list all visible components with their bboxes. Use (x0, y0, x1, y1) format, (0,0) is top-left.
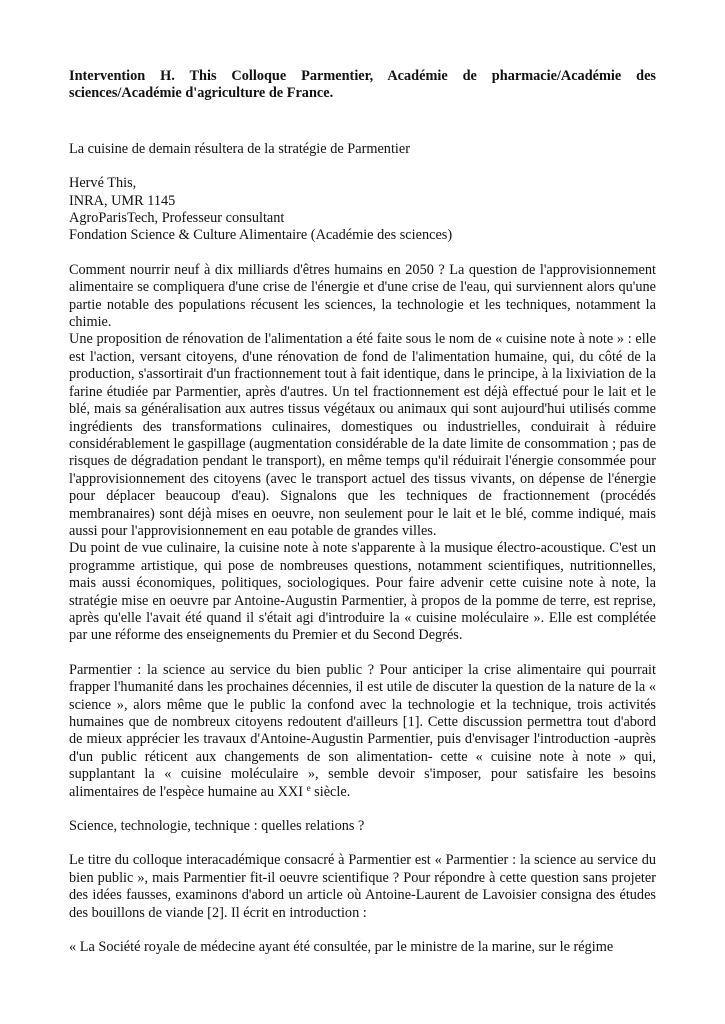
section1-text-end: siècle. (310, 783, 351, 800)
intro-paragraph-1: Comment nourrir neuf à dix milliards d'êtres humains en 2050 ? La question de l'approvisionnement alimentaire se compliquera d'une crise de l'énergie et d'une crise de l'eau, qui surviennent alors qu'une partie notable des populations récusent les sciences, la technologie et les techniques, notamment la chimie. (69, 261, 656, 331)
author-lab: INRA, UMR 1145 (69, 192, 176, 209)
intro-paragraph-3: Du point de vue culinaire, la cuisine note à note s'apparente à la musique électro-acoustique. C'est un programme artistique, qui pose de nombreuses questions, notamment scientifiques, nutritionnelles, mais aussi économiques, politiques, sociologiques. Pour faire advenir cette cuisine note à note, la stratégie mise en oeuvre par Antoine-Augustin Parmentier, à propos de la pomme de terre, est reprise, après qu'elle l'avait été quand il s'était agi d'introduire la « cuisine moléculaire ». Elle est complétée par une réforme des enseignements du Premier et du Second Degrés. (69, 540, 656, 644)
section1-text: Parmentier : la science au service du bien public ? Pour anticiper la crise alimentaire qui pourrait frapper l'humanité dans les prochaines décennies, il est utile de discuter la question de la nature de la « science », alors même que le public la confond avec la technologie et la technique, trois activités humaines que de nombreux citoyens redoutent d'ailleurs [1]. Cette discussion permettra tout d'abord de mieux apprécier les travaux d'Antoine-Augustin Parmentier, puis d'envisager l'introduction -auprès d'un public réticent aux changements de son alimentation- cette « cuisine note à note » qui, supplantant la « cuisine moléculaire », semble devoir s'imposer, pour satisfaire les besoins alimentaires de l'espèce humaine au XXI (69, 661, 656, 800)
intro-paragraph-2: Une proposition de rénovation de l'alimentation a été faite sous le nom de « cuisine note à note » : elle est l'action, versant citoyens, d'une rénovation de fond de l'alimentation humaine, qui, du côté de la production, s'assortirait d'un fractionnement tout à fait identique, dans le principe, à la lixiviation de la farine étudiée par Parmentier, après d'autres. Un tel fractionnement est déjà effectué pour le lait et le blé, mais sa généralisation aux autres tissus végétaux ou animaux qui sont aujourd'hui utilisés comme ingrédients des transformations culinaires, domestiques ou industrielles, conduirait à réduire considérablement le gaspillage (augmentation considérable de la date limite de consommation ; pas de risques de dégradation pendant le transport), en même temps qu'il réduirait l'énergie consommée pour l'approvisionnement des citoyens (avec le transport actuel des tissus vivants, on dépense de l'énergie pour déplacer beaucoup d'eau). Signalons que les techniques de fractionnement (procédés membranaires) sont déjà mises en oeuvre, non seulement pour le lait et le blé, comme indiqué, mais aussi pour l'approvisionnement en eau potable de grandes villes. (69, 331, 656, 539)
author-school: AgroParisTech, Professeur consultant (69, 210, 285, 227)
author-name: Hervé This, (69, 175, 137, 192)
section2-quote: « La Société royale de médecine ayant été consultée, par le ministre de la marine, sur le régime (69, 939, 614, 956)
section2-heading: Science, technologie, technique : quelles relations ? (69, 818, 365, 835)
author-block (69, 175, 656, 245)
intro-section (69, 262, 656, 645)
century-superscript: e (306, 782, 311, 793)
section2-paragraph: Le titre du colloque interacadémique consacré à Parmentier est « Parmentier : la science au service du bien public », mais Parmentier fit-il oeuvre scientifique ? Pour répondre à cette question sans projeter des idées fausses, examinons d'abord un article où Antoine-Laurent de Lavoisier consigna des études des bouillons de viande [2]. Il écrit en introduction : (69, 852, 656, 921)
section1-paragraph (69, 662, 656, 801)
document-subtitle: La cuisine de demain résultera de la stratégie de Parmentier (69, 140, 410, 157)
document-header-title: Intervention H. This Colloque Parmentier, Académie de pharmacie/Académie des sciences/Académie d'agriculture de France. (69, 68, 656, 102)
author-foundation: Fondation Science & Culture Alimentaire (Académie des sciences) (69, 227, 453, 244)
